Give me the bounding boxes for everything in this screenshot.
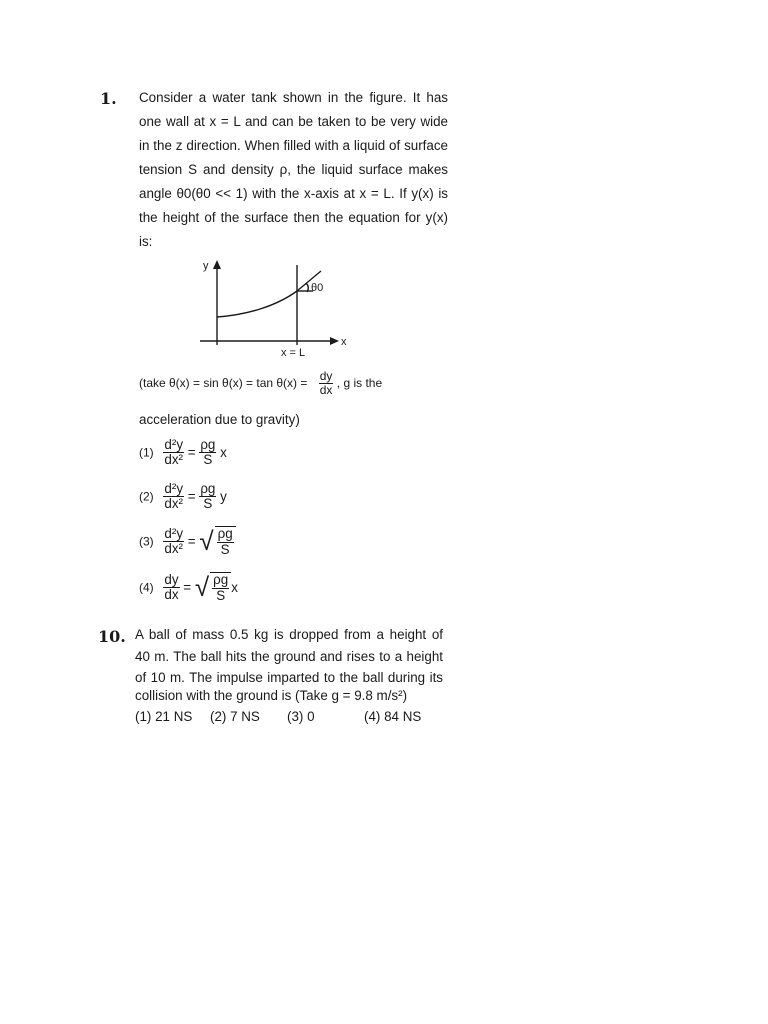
option-lhs-den: dx² bbox=[164, 496, 184, 512]
option-4[interactable] bbox=[139, 572, 238, 603]
option-rhs-den: S bbox=[220, 541, 230, 557]
option-rhs-num: ρg bbox=[213, 572, 229, 588]
option-lhs-den: dx² bbox=[164, 452, 184, 468]
option-rhs-den: S bbox=[203, 452, 213, 468]
equals-sign: = bbox=[187, 445, 196, 461]
x-axis-arrowhead bbox=[330, 337, 339, 345]
question-text-line: 40 m. The ball hits the ground and rises to a height bbox=[135, 649, 443, 664]
question-number: 1. bbox=[100, 89, 117, 108]
x-axis-label: x bbox=[341, 336, 347, 348]
question-number: 10. bbox=[98, 627, 126, 646]
hint-line bbox=[139, 370, 382, 396]
equals-sign: = bbox=[187, 489, 196, 505]
option-rhs-num: ρg bbox=[200, 437, 216, 452]
equals-sign: = bbox=[187, 534, 196, 549]
option-tail: x bbox=[220, 445, 227, 461]
sqrt-sign: √ bbox=[199, 527, 214, 557]
question-text-line: angle θ0(θ0 << 1) with the x-axis at x = L. If y(x) is bbox=[139, 186, 448, 201]
sqrt-body bbox=[215, 526, 236, 556]
option-rhs-den: S bbox=[203, 496, 213, 512]
y-axis-arrowhead bbox=[213, 260, 221, 269]
option-label: (1) bbox=[139, 445, 154, 460]
wall-label: x = L bbox=[281, 347, 306, 359]
option-lhs bbox=[163, 573, 179, 602]
option-lhs-num: d²y bbox=[164, 437, 184, 452]
option-lhs-num: dy bbox=[164, 571, 179, 587]
question-text-line: tension S and density ρ, the liquid surface makes bbox=[139, 162, 448, 177]
option-lhs-den: dx² bbox=[164, 541, 184, 556]
option-1[interactable]: (1) 21 NS bbox=[135, 709, 193, 724]
angle-label: θ0 bbox=[311, 282, 324, 294]
question-text-line: in the z direction. When filled with a liquid of surface bbox=[139, 138, 448, 153]
question-text-line: Consider a water tank shown in the figure. It has bbox=[139, 90, 448, 105]
sqrt-body bbox=[210, 572, 231, 602]
option-lhs-num: d²y bbox=[164, 525, 184, 541]
tank-figure bbox=[195, 255, 355, 365]
question-text-line: one wall at x = L and can be taken to be very wide bbox=[139, 114, 448, 129]
option-tail: x bbox=[231, 580, 238, 595]
option-lhs bbox=[163, 438, 184, 467]
question-text-line: the height of the surface then the equation for y(x) bbox=[139, 210, 448, 225]
option-rhs-den: S bbox=[216, 587, 226, 603]
question-text-line: collision with the ground is (Take g = 9.8 m/s²) bbox=[135, 688, 408, 703]
hint-prefix: (take θ(x) = sin θ(x) = tan θ(x) = bbox=[139, 376, 308, 391]
question-text-line: is: bbox=[139, 234, 153, 249]
hint-frac-num: dy bbox=[319, 369, 333, 383]
option-tail: y bbox=[220, 489, 227, 505]
option-2[interactable] bbox=[139, 482, 227, 511]
option-rhs-num: ρg bbox=[200, 481, 216, 496]
hint-suffix: , g is the bbox=[336, 376, 383, 391]
option-rhs bbox=[199, 438, 216, 467]
option-label: (4) bbox=[139, 580, 154, 595]
option-4[interactable]: (4) 84 NS bbox=[364, 709, 422, 724]
option-lhs bbox=[163, 527, 184, 556]
hint-fraction bbox=[319, 370, 334, 396]
option-label: (2) bbox=[139, 489, 154, 504]
liquid-surface bbox=[217, 271, 324, 317]
option-lhs-den: dx bbox=[164, 587, 179, 602]
question-text-line: A ball of mass 0.5 kg is dropped from a height of bbox=[135, 627, 443, 642]
hint-line-2: acceleration due to gravity) bbox=[139, 412, 300, 427]
option-3[interactable] bbox=[139, 526, 236, 557]
option-1[interactable] bbox=[139, 438, 227, 467]
option-3[interactable]: (3) 0 bbox=[287, 709, 315, 724]
y-axis-label: y bbox=[203, 260, 209, 272]
option-label: (3) bbox=[139, 534, 154, 549]
option-rhs bbox=[199, 482, 216, 511]
option-rhs bbox=[212, 573, 229, 602]
question-text-line: of 10 m. The impulse imparted to the ball during its bbox=[135, 670, 443, 685]
option-lhs-num: d²y bbox=[164, 481, 184, 496]
hint-frac-den: dx bbox=[319, 382, 333, 397]
sqrt-sign: √ bbox=[194, 573, 210, 603]
equals-sign: = bbox=[183, 580, 192, 595]
option-rhs-num: ρg bbox=[217, 526, 233, 542]
option-rhs bbox=[217, 527, 234, 556]
option-2[interactable]: (2) 7 NS bbox=[210, 709, 260, 724]
option-lhs bbox=[163, 482, 184, 511]
